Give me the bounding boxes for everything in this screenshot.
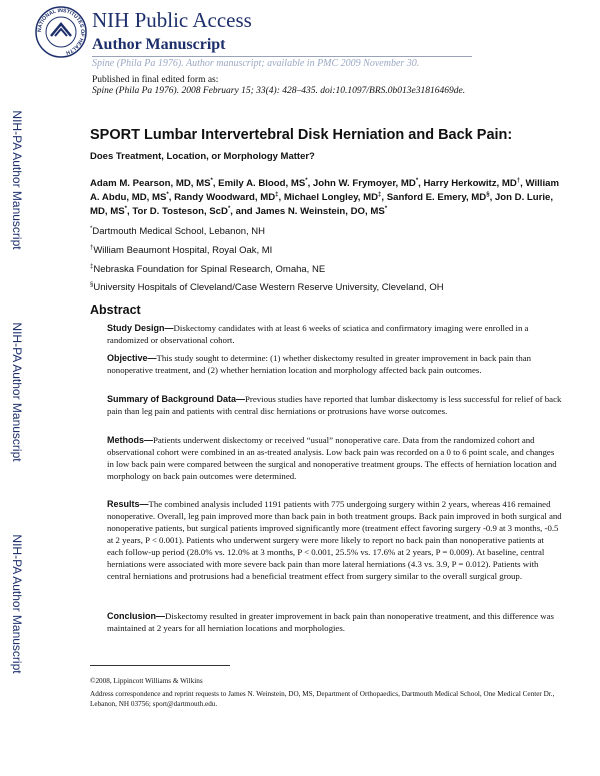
author-separator: , [418, 178, 424, 190]
sidebar-label-2: NIH-PA Author Manuscript [10, 322, 24, 462]
author-affiliation-mark: ‡ [378, 191, 382, 198]
abstract-results: Results—The combined analysis included 1191 patients with 775 undergoing surgery within 2 years, whereas 416 remained nonoperative. Overall, leg pain improved more than back pain in both treatment groups. Back pain improved in both surgical and nonoperative patients, but surgical patients improved significantly more (treatment effect favoring surgery -0.9 at 3 months, -0.5 at 2 years, P < 0.001). Patients who underwent surgery were more likely to report no back pain than nonoperative patients at each follow-up period (28.0% vs. 12.0% at 3 months, P < 0.001, 25.5% vs. 17.6% at 2 years, P = 0.009). At baseline, central herniations were associated with more severe back pain than more lateral herniations (4.3 vs. 3.9, P = 0.012). Patients with central herniations and protrusions had a beneficial treatment effect from surgery similar to the overall surgical group. [107, 499, 562, 581]
author-separator: , [307, 178, 313, 190]
author-manuscript-label: Author Manuscript [92, 36, 226, 53]
author-name: Emily A. Blood, MS [218, 178, 306, 190]
author-affiliation-mark: * [227, 205, 231, 212]
author-affiliation-mark: * [124, 205, 127, 212]
affiliation-3: ‡Nebraska Foundation for Spinal Research, Omaha, NE [90, 264, 326, 276]
author-separator: , and [230, 205, 256, 217]
author-separator: , [168, 191, 175, 203]
author-affiliation-mark: * [384, 205, 388, 212]
author-separator: , [520, 178, 526, 190]
author-name: James N. Weinstein, DO, MS [255, 205, 385, 217]
abstract-objective: Objective—This study sought to determine: (1) whether diskectomy resulted in greater improvement in back pain than nonoperative treatment, and (2) whether herniation location and morphology affected back pain outcomes. [107, 353, 532, 375]
author-list [90, 176, 560, 217]
journal-citation: Spine (Phila Pa 1976). 2008 February 15; 33(4): 428–435. doi:10.1097/BRS.0b013e31816469de. [92, 86, 466, 96]
author-name: Adam M. Pearson, MD, MS [90, 178, 211, 190]
author-name: Sanford E. Emery, MD [386, 191, 487, 203]
footnote-rule [90, 665, 230, 666]
abstract-background: Summary of Background Data—Previous studies have reported that lumbar diskectomy is less successful for relief of back pain than leg pain and patients with central disc herniations or protrusions have worse outcomes. [107, 394, 562, 416]
svg-text:NATIONAL INSTITUTES OF HEALTH [37, 8, 85, 55]
author-affiliation-mark: * [305, 178, 308, 184]
author-affiliation-mark: * [210, 178, 213, 184]
copyright-notice: ©2008, Lippincott Williams & Wilkins [90, 677, 203, 685]
author-name: John W. Frymoyer, MD [312, 178, 416, 190]
nih-seal-logo [35, 6, 87, 58]
article-title: SPORT Lumbar Intervertebral Disk Herniation and Back Pain: [90, 127, 513, 143]
author-name: William A. Abdu, MD, MS [90, 178, 559, 203]
sidebar-label-1: NIH-PA Author Manuscript [10, 110, 24, 250]
author-name: Jon D. Lurie, MD, MS [90, 191, 554, 217]
author-name: Tor D. Tosteson, ScD [132, 205, 228, 217]
author-affiliation-mark: * [166, 191, 169, 198]
author-name: Michael Longley, MD [283, 191, 379, 203]
author-separator: , [212, 178, 219, 190]
manuscript-availability-note: Spine (Phila Pa 1976). Author manuscript; available in PMC 2009 November 30. [92, 58, 420, 69]
published-label: Published in final edited form as: [92, 75, 219, 85]
affiliation-1: *Dartmouth Medical School, Lebanon, NH [90, 226, 266, 238]
article-subtitle: Does Treatment, Location, or Morphology Matter? [90, 151, 315, 162]
abstract-heading: Abstract [90, 303, 141, 317]
author-affiliation-mark: § [486, 191, 490, 198]
author-affiliation-mark: ‡ [275, 191, 279, 198]
author-name: Randy Woodward, MD [174, 191, 276, 203]
author-affiliation-mark: * [415, 178, 419, 184]
affiliation-2: †William Beaumont Hospital, Royal Oak, MI [90, 245, 273, 257]
abstract-conclusion: Conclusion—Diskectomy resulted in greater improvement in back pain than nonoperative treatment, and this difference was maintained at 2 years for all herniation locations and morphologies. [107, 611, 554, 633]
nih-public-access-title: NIH Public Access [92, 8, 252, 32]
sidebar-label-3: NIH-PA Author Manuscript [10, 534, 24, 674]
header-divider [92, 56, 472, 57]
abstract-study-design: Study Design—Diskectomy candidates with at least 6 weeks of sciatica and confirmatory imaging were enrolled in a randomized or observational cohort. [107, 323, 529, 345]
author-separator: , [381, 191, 387, 203]
author-separator: , [489, 191, 495, 203]
correspondence-address: Address correspondence and reprint requests to James N. Weinstein, DO, MS, Department of Orthopaedics, Dartmouth Medical School, One Medical Center Dr., Lebanon, NH 03756; sport@dartmouth.edu. [90, 690, 555, 708]
seal-text: NATIONAL INSTITUTES OF HEALTH [36, 7, 86, 56]
affiliation-4: §University Hospitals of Cleveland/Case Western Reserve University, Cleveland, OH [90, 282, 444, 294]
author-separator: , [278, 191, 284, 203]
abstract-methods: Methods—Patients underwent diskectomy or received “usual” nonoperative care. Data from the randomized cohort and observational cohort were combined in an as-treated analysis. Low back pain was recorded on a 0 to 6 point scale, and changes in low back pain were compared between the surgical and nonoperative treatment groups. The effects of herniation location and morphology on back pain outcomes were determined. [107, 435, 557, 481]
author-name: Harry Herkowitz, MD [423, 178, 517, 190]
author-separator: , [127, 205, 133, 217]
author-affiliation-mark: † [516, 178, 521, 184]
